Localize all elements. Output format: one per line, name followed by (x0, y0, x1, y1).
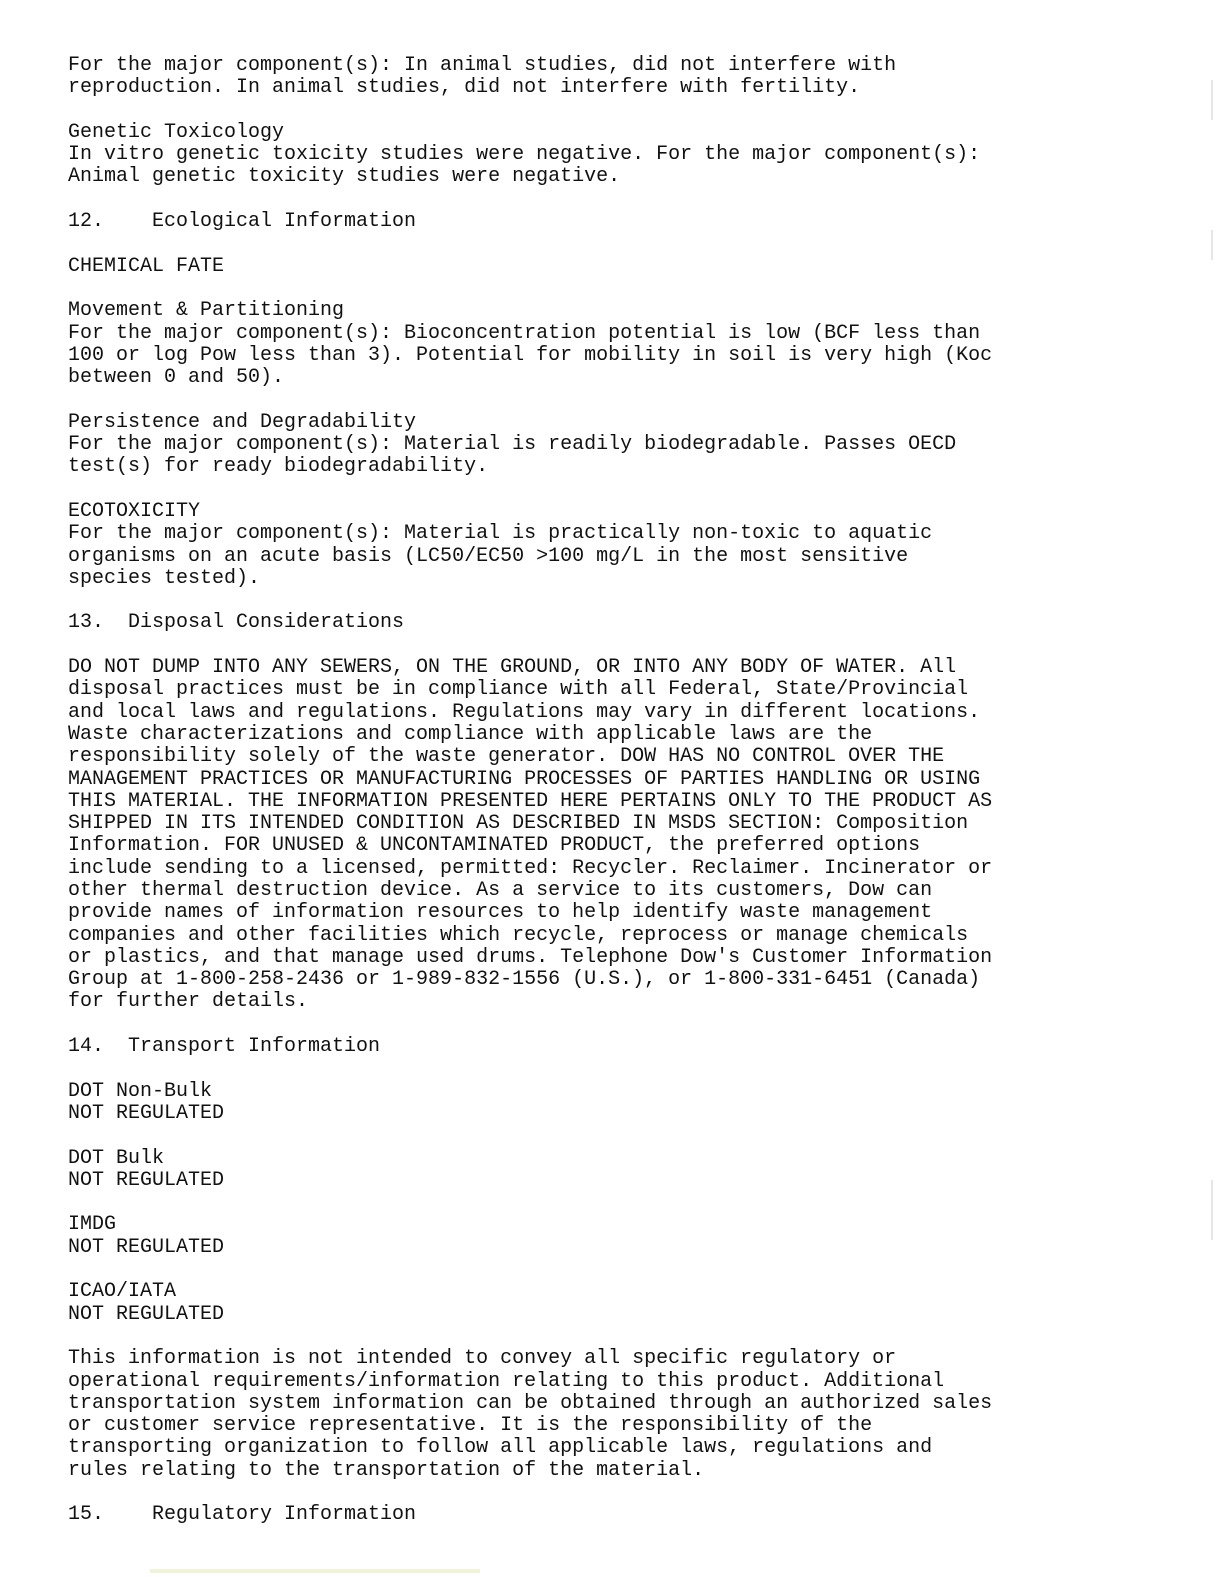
subheading: Movement & Partitioning (68, 299, 345, 323)
section-13-heading (68, 612, 1188, 634)
text-line: In vitro genetic toxicity studies were negative. For the major component(s): (68, 143, 981, 167)
text-line: include sending to a licensed, permitted: Recycler. Reclaimer. Incinerator or (68, 856, 993, 880)
section-12-heading (68, 211, 1188, 233)
subheading: CHEMICAL FATE (68, 254, 225, 278)
subheading: Persistence and Degradability (68, 410, 417, 434)
scan-artifact (1211, 1180, 1213, 1240)
dot-bulk-entry (68, 1148, 1188, 1193)
scan-artifact (1211, 230, 1213, 260)
text-line: THIS MATERIAL. THE INFORMATION PRESENTED HERE PERTAINS ONLY TO THE PRODUCT AS (68, 789, 993, 813)
text-line: other thermal destruction device. As a service to its customers, Dow can (68, 878, 933, 902)
section-title: 14. Transport Information (68, 1035, 381, 1059)
transport-status: NOT REGULATED (68, 1302, 225, 1326)
ecotoxicity-paragraph (68, 501, 1188, 590)
section-15-heading (68, 1504, 1188, 1526)
subheading: ECOTOXICITY (68, 499, 201, 523)
text-line: This information is not intended to convey all specific regulatory or (68, 1347, 897, 1371)
section-title: 12. Ecological Information (68, 210, 417, 234)
text-line: MANAGEMENT PRACTICES OR MANUFACTURING PROCESSES OF PARTIES HANDLING OR USING (68, 767, 981, 791)
section-title: 15. Regulatory Information (68, 1503, 417, 1527)
text-line: disposal practices must be in compliance with all Federal, State/Provincial (68, 678, 969, 702)
transport-mode-label: DOT Non-Bulk (68, 1079, 213, 1103)
scan-artifact (150, 1569, 480, 1573)
transport-status: NOT REGULATED (68, 1235, 225, 1259)
text-line: For the major component(s): Bioconcentration potential is low (BCF less than (68, 321, 981, 345)
text-line: transportation system information can be obtained through an authorized sales (68, 1391, 993, 1415)
transport-mode-label: DOT Bulk (68, 1146, 165, 1170)
transport-disclaimer-paragraph (68, 1348, 1188, 1482)
text-line: For the major component(s): Material is practically non-toxic to aquatic (68, 522, 933, 546)
text-line: Animal genetic toxicity studies were negative. (68, 165, 621, 189)
imdg-entry (68, 1214, 1188, 1259)
section-14-heading (68, 1036, 1188, 1058)
text-line: test(s) for ready biodegradability. (68, 455, 489, 479)
icao-iata-entry (68, 1281, 1188, 1326)
text-line: operational requirements/information relating to this product. Additional (68, 1369, 945, 1393)
transport-status: NOT REGULATED (68, 1101, 225, 1125)
scan-artifact (1211, 80, 1213, 120)
text-line: and local laws and regulations. Regulations may vary in different locations. (68, 700, 981, 724)
text-line: DO NOT DUMP INTO ANY SEWERS, ON THE GROUND, OR INTO ANY BODY OF WATER. All (68, 656, 957, 680)
text-line: rules relating to the transportation of the material. (68, 1458, 705, 1482)
text-line: or plastics, and that manage used drums. Telephone Dow's Customer Information (68, 945, 993, 969)
transport-mode-label: IMDG (68, 1213, 117, 1237)
text-line: provide names of information resources to help identify waste management (68, 901, 933, 925)
text-line: for further details. (68, 990, 309, 1014)
text-line: Group at 1-800-258-2436 or 1-989-832-1556 (U.S.), or 1-800-331-6451 (Canada) (68, 968, 981, 992)
text-line: For the major component(s): Material is readily biodegradable. Passes OECD (68, 433, 957, 457)
dot-non-bulk-entry (68, 1081, 1188, 1126)
text-line: responsibility solely of the waste generator. DOW HAS NO CONTROL OVER THE (68, 745, 945, 769)
movement-partitioning-paragraph (68, 300, 1188, 389)
transport-status: NOT REGULATED (68, 1168, 225, 1192)
text-line: transporting organization to follow all applicable laws, regulations and (68, 1436, 933, 1460)
text-line: Waste characterizations and compliance with applicable laws are the (68, 722, 873, 746)
text-line: organisms on an acute basis (LC50/EC50 >100 mg/L in the most sensitive (68, 544, 909, 568)
text-line: between 0 and 50). (68, 366, 285, 390)
subheading: Genetic Toxicology (68, 120, 285, 144)
section-title: 13. Disposal Considerations (68, 611, 405, 635)
text-line: Information. FOR UNUSED & UNCONTAMINATED PRODUCT, the preferred options (68, 834, 921, 858)
text-line: species tested). (68, 566, 261, 590)
disposal-paragraph (68, 657, 1188, 1014)
genetic-toxicology-paragraph (68, 122, 1188, 189)
text-line: 100 or log Pow less than 3). Potential for mobility in soil is very high (Koc (68, 343, 993, 367)
transport-mode-label: ICAO/IATA (68, 1280, 177, 1304)
text-line: reproduction. In animal studies, did not interfere with fertility. (68, 76, 861, 100)
text-line: or customer service representative. It is the responsibility of the (68, 1414, 873, 1438)
msds-page (68, 55, 1188, 1549)
chemical-fate-heading (68, 256, 1188, 278)
text-line: companies and other facilities which recycle, reprocess or manage chemicals (68, 923, 969, 947)
reproductive-toxicity-paragraph (68, 55, 1188, 100)
text-line: SHIPPED IN ITS INTENDED CONDITION AS DESCRIBED IN MSDS SECTION: Composition (68, 812, 969, 836)
persistence-degradability-paragraph (68, 412, 1188, 479)
text-line: For the major component(s): In animal studies, did not interfere with (68, 54, 897, 77)
